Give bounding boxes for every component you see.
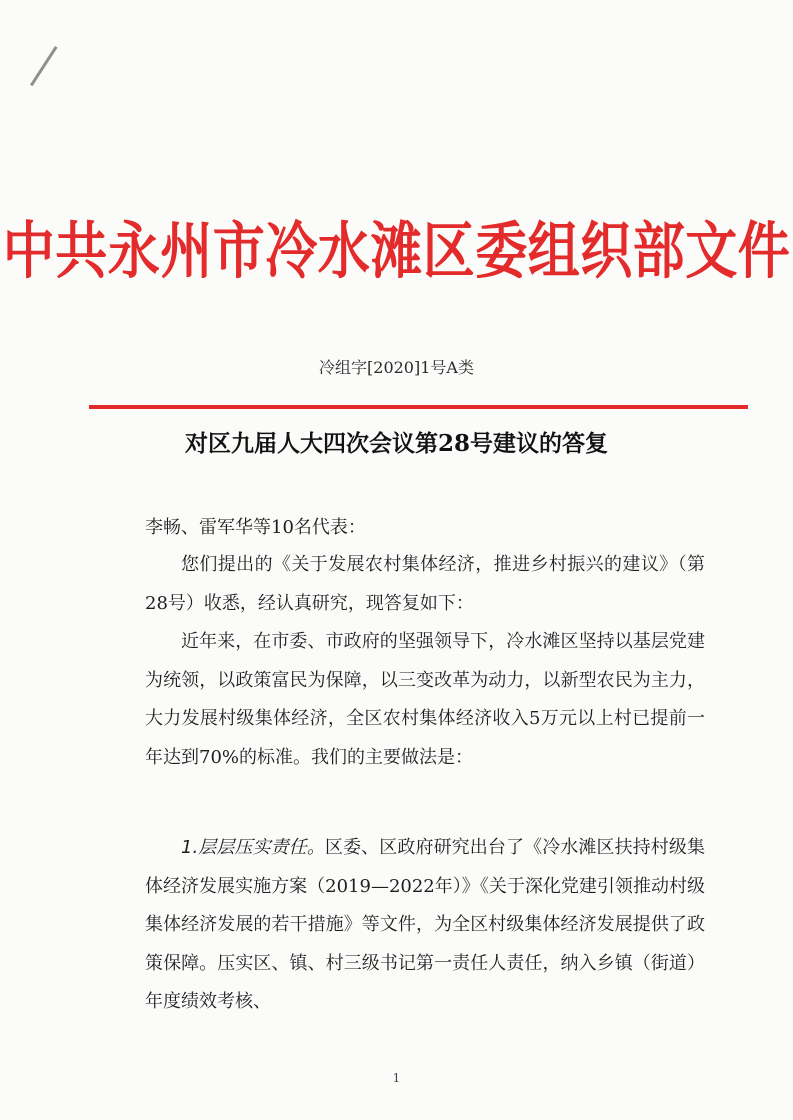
paragraph-text: 近年来，在市委、市政府的坚强领导下，冷水滩区坚持以基层党建为统领，以政策富民为保障，以三变改革为动力，以新型农民为主力，大力发展村级集体经济，全区农村集体经济收入5万元以上村已提前一年达到70%的标准。我们的主要做法是： xyxy=(145,631,705,768)
paragraph-body: 区委、区政府研究出台了《冷水滩区扶持村级集体经济发展实施方案（2019—2022年）》《关于深化党建引领推动村级集体经济发展的若干措施》等文件，为全区村级集体经济发展提供了政策保障。压实区、镇、村三级书记第一责任人责任，纳入乡镇（街道）年度绩效考核、 xyxy=(145,837,705,1012)
body-paragraph-1 xyxy=(145,546,705,623)
page-number: 1 xyxy=(392,1071,401,1085)
document-number: 冷组字[2020]1号A类 xyxy=(319,358,474,377)
paragraph-lead: 1.层层压实责任。 xyxy=(181,837,325,858)
body-paragraph-2 xyxy=(145,623,705,777)
pen-mark xyxy=(30,46,58,86)
paragraph-text xyxy=(145,829,705,1022)
paragraph-text: 您们提出的《关于发展农村集体经济，推进乡村振兴的建议》（第28号）收悉，经认真研究，现答复如下： xyxy=(145,554,705,614)
document-header-title: 中共永州市冷水滩区委组织部文件 xyxy=(2,215,791,288)
body-paragraph-3 xyxy=(145,829,705,1022)
header-divider xyxy=(89,405,748,409)
subject-title: 对区九届人大四次会议第28号建议的答复 xyxy=(184,430,608,457)
salutation: 李畅、雷军华等10名代表： xyxy=(145,517,366,538)
